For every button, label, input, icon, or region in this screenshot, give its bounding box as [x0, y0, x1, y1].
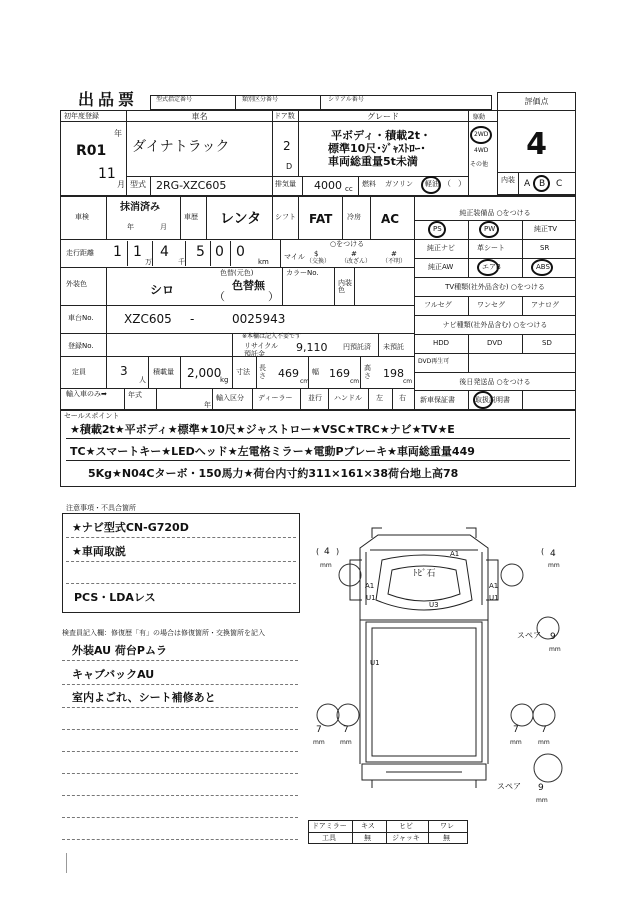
- document-title: 出品票: [78, 90, 139, 109]
- import-dealer: ディーラー: [258, 394, 293, 402]
- interior-grade-circle: [533, 175, 550, 192]
- tire-rr2-value: 7: [541, 725, 547, 735]
- spare1-value: 9: [550, 632, 556, 642]
- truck-damage-diagram: [300, 510, 580, 810]
- mileage-opt1-sym: $: [314, 250, 319, 258]
- displacement-unit: cc: [345, 185, 353, 193]
- nav-hdd: HDD: [433, 339, 450, 347]
- import-parallel: 並行: [308, 394, 322, 402]
- capacity-unit: 人: [139, 376, 146, 384]
- chassis-label: 車台No.: [68, 314, 94, 322]
- import-type-label: 輸入区分: [216, 394, 244, 402]
- nav-sd: SD: [542, 339, 552, 347]
- equip-abs-circle: [531, 259, 553, 276]
- drive-2wd: 2WD: [474, 131, 489, 138]
- equip-leather: 革シート: [477, 244, 505, 252]
- chassis-dash: -: [190, 312, 195, 326]
- tire-fl-bracket: (: [316, 547, 320, 556]
- import-year-unit: 年: [204, 401, 211, 409]
- manual-circle: [473, 391, 493, 409]
- damage-u1-right: U1: [489, 594, 499, 602]
- spare1-label: スペア: [517, 631, 541, 640]
- mirror-label: ドアミラー: [312, 822, 347, 830]
- wheel-rear-right-1: [511, 704, 533, 726]
- displacement-label: 排気量: [275, 180, 296, 188]
- chassis-number: 0025943: [232, 312, 286, 326]
- mileage-digit-1: 1: [113, 244, 122, 260]
- exterior-color-value: シロ: [150, 283, 175, 297]
- import-label: 輸入車のみ➡: [66, 390, 107, 398]
- mileage-digit-2: 1: [133, 244, 142, 260]
- ac-label: 冷房: [347, 213, 361, 221]
- mileage-digit-4: 5: [196, 244, 205, 260]
- registration-label: 登録No.: [68, 342, 94, 350]
- height-label: 高さ: [364, 364, 371, 380]
- inspection-label: 車検: [75, 213, 89, 221]
- inspector-label: 検査員記入欄：修復歴「有」の場合は修復箇所・交換箇所を記入: [62, 629, 265, 637]
- mileage-km: km: [258, 258, 269, 266]
- shift-value: FAT: [309, 212, 333, 226]
- chassis-prefix: XZC605: [124, 312, 172, 326]
- mileage-opt2: （改ざん）: [341, 258, 372, 265]
- grade-label: グレード: [367, 112, 399, 121]
- class-number-label: 類別区分番号: [242, 96, 279, 103]
- year-unit: 年: [114, 129, 122, 138]
- mileage-digit-6: 0: [236, 244, 245, 260]
- equip-airbag: エアB: [482, 263, 501, 271]
- mile-label: マイル: [284, 253, 305, 261]
- inspection-month-unit: 月: [160, 223, 167, 231]
- equip-ps-circle: [428, 221, 446, 238]
- note-line1: ★ナビ型式CN-G720D: [72, 521, 189, 534]
- tire-fl-value: 4: [324, 547, 330, 557]
- nav-type-note: ナビ種類(社外品含む) ○をつける: [442, 321, 548, 329]
- equip-aw: 純正AW: [428, 263, 454, 271]
- mirror-kisu: キス: [361, 822, 375, 830]
- interior-color-label: 内装色: [338, 279, 352, 294]
- damage-a1-top: A1: [450, 550, 460, 558]
- damage-u3: U3: [429, 601, 439, 609]
- recycle-note: ※本欄は記入不要です: [242, 333, 302, 340]
- fuel-label: 燃料: [362, 180, 376, 188]
- warranty-label: 新車保証書: [420, 396, 455, 404]
- equip-nav: 純正ナビ: [427, 244, 455, 252]
- damage-u1-bed: U1: [370, 659, 380, 667]
- dvd-playback-label: DVD再生可: [418, 358, 450, 365]
- wheel-rear-left-2: [337, 704, 359, 726]
- interior-grade-b: B: [539, 179, 546, 189]
- width-unit: cm: [350, 378, 360, 385]
- inspection-value: 抹消済み: [120, 202, 160, 213]
- door-count: 2: [283, 139, 291, 153]
- damage-u1-left: U1: [366, 594, 376, 602]
- length-unit: cm: [300, 378, 310, 385]
- ac-value: AC: [381, 212, 400, 226]
- damage-scratch: ﾄﾋﾞ石: [413, 569, 436, 579]
- mileage-digit-5: 0: [215, 244, 224, 260]
- tire-fr-unit: mm: [548, 562, 560, 569]
- tire-fl-bracket-close: ): [336, 547, 340, 556]
- tire-fr-bracket: (: [541, 547, 545, 556]
- serial-number-label: シリアル番号: [328, 96, 364, 103]
- tire-rr1-value: 7: [513, 725, 519, 735]
- equip-pw-circle: [479, 221, 499, 238]
- fuel-gasoline: ガソリン: [385, 180, 413, 188]
- fuel-diesel: 軽油: [425, 180, 439, 188]
- wheel-front-right: [501, 564, 523, 586]
- history-label: 車歴: [184, 213, 198, 221]
- spare2-unit: mm: [536, 797, 548, 804]
- mirror-ware: ワレ: [440, 822, 454, 830]
- tire-rr1-unit: mm: [510, 739, 522, 746]
- nav-dvd: DVD: [487, 339, 503, 347]
- tv-oneseg: ワンセグ: [477, 301, 505, 309]
- damage-a1-left: A1: [365, 582, 375, 590]
- load-label: 積載量: [153, 368, 174, 376]
- inspector-line1: 外装AU 荷台Pムラ: [72, 644, 167, 657]
- rating-label: 評価点: [524, 97, 549, 106]
- wheel-rear-left-1: [317, 704, 339, 726]
- first-reg-month: 11: [98, 166, 116, 182]
- equip-tv: 純正TV: [534, 225, 558, 233]
- interior-label: 内装: [501, 176, 515, 184]
- jack-value: 無: [443, 834, 450, 842]
- load-unit: kg: [220, 376, 229, 384]
- tire-rr2-unit: mm: [538, 739, 550, 746]
- equip-abs: ABS: [536, 263, 550, 271]
- inspector-line2: キャブバックAU: [72, 668, 155, 681]
- door-d: D: [286, 162, 293, 171]
- recycle-status: 未預託: [383, 343, 404, 351]
- spare-tire-2: [534, 754, 562, 782]
- sales-points-label: セールスポイント: [64, 412, 120, 420]
- tv-type-note: TV種類(社外品含む) ○をつける: [445, 283, 545, 291]
- tire-rl1-value: 7: [316, 725, 322, 735]
- mileage-opt3-sym: #: [391, 250, 397, 258]
- mileage-sen: 千: [178, 258, 185, 266]
- mileage-digit-3: 4: [160, 244, 169, 260]
- repaint-value: 色替無: [232, 279, 265, 292]
- note-line3: PCS・LDAレス: [74, 591, 156, 604]
- height-value: 198: [383, 367, 404, 380]
- drive-label: 駆動: [473, 114, 486, 121]
- sales-point-line1: ★積載2t★平ボディ★標準★10尺★ジャストロー★VSC★TRC★ナビ★TV★E: [70, 423, 455, 436]
- model-label: 型式: [130, 180, 146, 189]
- handle-label: ハンドル: [334, 394, 362, 402]
- grade-line2: 標準10尺･ｼﾞｬｽﾄﾛｰ･: [328, 142, 426, 155]
- model-code: 2RG-XZC605: [156, 179, 227, 192]
- tire-rl2-unit: mm: [340, 739, 352, 746]
- tv-fullseg: フルセグ: [424, 301, 452, 309]
- car-name: ダイナトラック: [132, 139, 230, 155]
- displacement-value: 4000: [314, 179, 342, 192]
- door-label: ドア数: [274, 112, 295, 120]
- tire-rl2-value: 7: [343, 725, 349, 735]
- tire-rl1-unit: mm: [313, 739, 325, 746]
- spare1-unit: mm: [549, 646, 561, 653]
- mileage-circle-note: ○をつける: [330, 240, 365, 248]
- fuel-paren-close: ）: [458, 179, 466, 188]
- handle-left: 左: [376, 394, 383, 402]
- inspection-year-unit: 年: [127, 223, 134, 231]
- dims-label: 寸法: [236, 368, 250, 376]
- fuel-paren-open: （: [443, 179, 451, 188]
- mileage-label: 走行距離: [66, 249, 94, 257]
- mirror-hibi: ヒビ: [399, 822, 413, 830]
- repaint-paren-open: （: [214, 290, 225, 303]
- grade-line3: 車両総重量5t未満: [328, 155, 418, 168]
- recycle-label: リサイクル預託金: [244, 342, 279, 358]
- exterior-color-label: 外装色: [66, 280, 87, 288]
- wheel-rear-right-2: [533, 704, 555, 726]
- width-label: 幅: [312, 368, 319, 376]
- sales-point-line2: TC★スマートキー★LEDヘッド★左電格ミラー★電動Pブレーキ★車両総重量449: [70, 445, 475, 458]
- drive-2wd-circle: [470, 126, 492, 144]
- drive-4wd: 4WD: [474, 147, 489, 154]
- import-model-year-label: 年式: [128, 391, 142, 399]
- drive-other: その他: [470, 161, 489, 168]
- equip-sr: SR: [540, 244, 550, 252]
- spare2-label: スペア: [497, 782, 521, 791]
- height-unit: cm: [403, 378, 413, 385]
- capacity-value: 3: [120, 364, 128, 378]
- load-value: 2,000: [187, 366, 222, 380]
- type-number-label: 型式指定番号: [156, 96, 193, 103]
- fuel-diesel-circle: [421, 176, 441, 194]
- interior-grade-a: A: [524, 179, 531, 189]
- tire-fr-value: 4: [550, 549, 556, 559]
- repaint-paren-close: ）: [268, 290, 279, 303]
- tire-fl-unit: mm: [320, 562, 332, 569]
- mileage-man: 万: [145, 258, 152, 266]
- jack-label: ジャッキ: [392, 834, 420, 842]
- mileage-opt2-sym: #: [351, 250, 357, 258]
- rating-value: 4: [526, 127, 547, 162]
- spare2-value: 9: [538, 783, 544, 793]
- interior-grade-c: C: [556, 179, 563, 189]
- first-reg-label: 初年度登録: [64, 112, 99, 120]
- tools-value: 無: [364, 834, 371, 842]
- sales-point-line3: 5Kg★N04Cターボ・150馬力★荷台内寸約311×161×38荷台地上高78: [88, 467, 459, 480]
- header-id-box: [150, 95, 492, 110]
- equip-ps: PS: [433, 225, 442, 233]
- shift-label: シフト: [275, 213, 296, 221]
- note-line2: ★車両取説: [72, 545, 126, 558]
- repaint-label: 色替(元色): [220, 269, 254, 277]
- inspector-line3: 室内よごれ、シート補修あと: [72, 691, 216, 704]
- equip-pw: PW: [484, 225, 496, 233]
- later-ship-note: 後日発送品 ○をつける: [459, 378, 531, 386]
- tools-label: 工具: [322, 834, 336, 842]
- width-value: 169: [329, 367, 350, 380]
- equip-airbag-circle: [477, 259, 499, 276]
- recycle-unit: 円預託済: [343, 343, 371, 351]
- capacity-label: 定員: [72, 368, 86, 376]
- handle-right: 右: [399, 394, 406, 402]
- length-value: 469: [278, 367, 299, 380]
- mileage-opt1: （交換）: [306, 258, 331, 265]
- tv-analog: アナログ: [531, 301, 559, 309]
- recycle-value: 9,110: [296, 341, 328, 354]
- first-reg-era: R01: [76, 143, 107, 159]
- grade-line1: 平ボディ・積載2t・: [331, 129, 432, 142]
- car-name-label: 車名: [191, 112, 208, 121]
- color-no-label: カラーNo.: [286, 269, 319, 277]
- length-label: 長さ: [259, 364, 266, 380]
- history-value: レンタ: [220, 211, 262, 227]
- mileage-opt3: （不明）: [382, 258, 407, 265]
- manual-label: 取扱説明書: [475, 396, 510, 404]
- month-unit: 月: [117, 180, 125, 189]
- damage-a1-right: A1: [489, 582, 499, 590]
- notes-label: 注意事項・不具合箇所: [66, 504, 136, 512]
- equipment-note: 純正装備品 ○をつける: [459, 209, 531, 217]
